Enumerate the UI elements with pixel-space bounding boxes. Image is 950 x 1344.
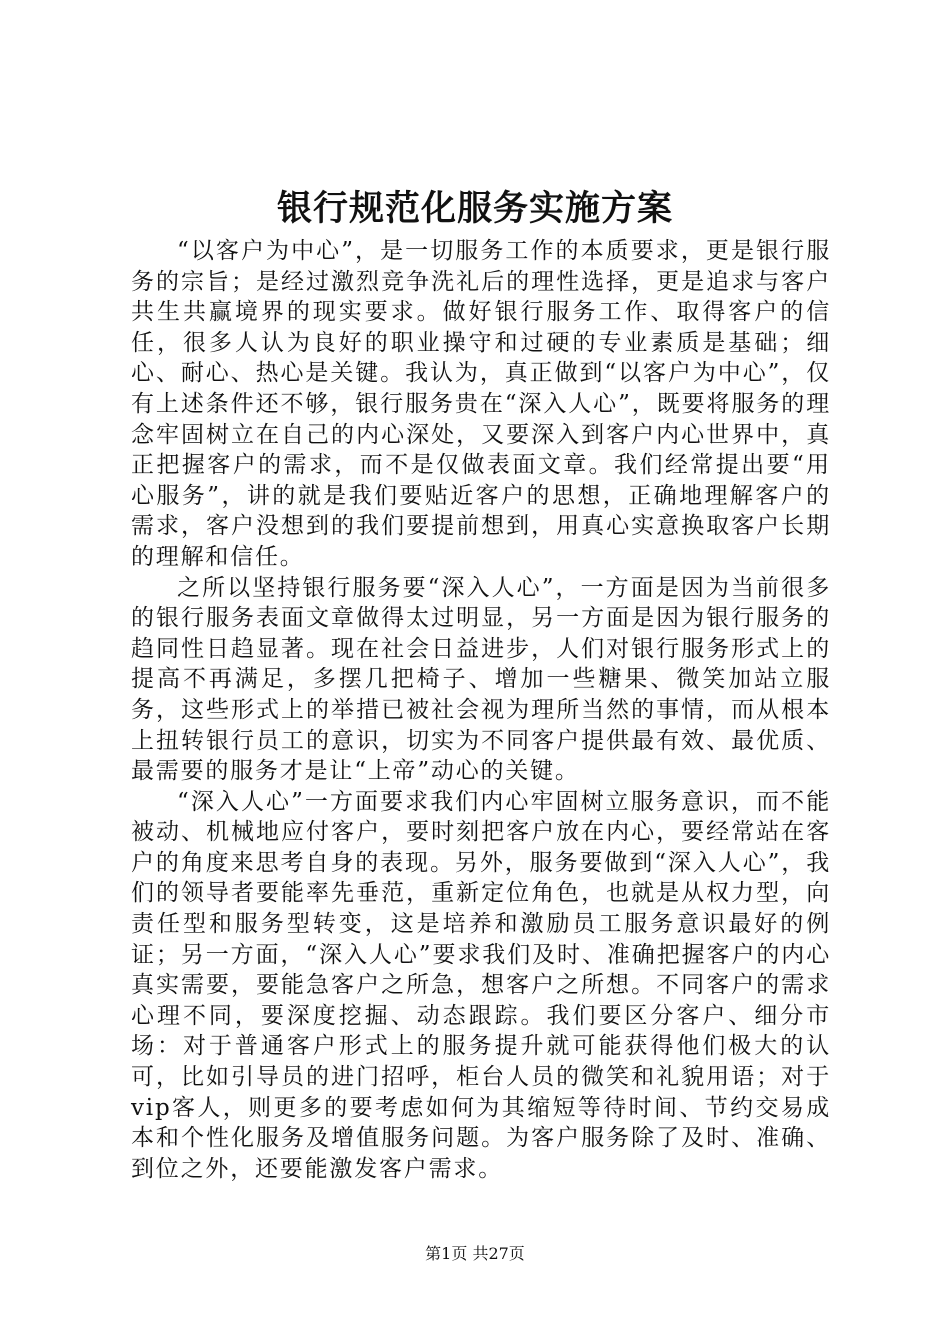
page-number-footer: 第1页 共27页 <box>425 1244 525 1263</box>
paragraph-2: 之所以坚持银行服务要“深入人心”，一方面是因为当前很多的银行服务表面文章做得太过明显，另一方面是因为银行服务的趋同性日趋显著。现在社会日益进步，人们对银行服务形式上的提高不再满足，多摆几把椅子、增加一些糖果、微笑加站立服务，这些形式上的举措已被社会视为理所当然的事情，而从根本上扭转银行员工的意识，切实为不同客户提供最有效、最优质、最需要的服务才是让“上帝”动心的关键。 <box>131 574 831 785</box>
paragraph-1: “以客户为中心”，是一切服务工作的本质要求，更是银行服务的宗旨；是经过激烈竞争洗礼后的理性选择，更是追求与客户共生共赢境界的现实要求。做好银行服务工作、取得客户的信任，很多人认为良好的职业操守和过硬的专业素质是基础；细心、耐心、热心是关键。我认为，真正做到“以客户为中心”，仅有上述条件还不够，银行服务贵在“深入人心”，既要将服务的理念牢固树立在自己的内心深处，又要深入到客户内心世界中，真正把握客户的需求，而不是仅做表面文章。我们经常提出要“用心服务”，讲的就是我们要贴近客户的思想，正确地理解客户的需求，客户没想到的我们要提前想到，用真心实意换取客户长期的理解和信任。 <box>131 238 831 570</box>
document-body <box>131 236 831 1184</box>
paragraph-3: “深入人心”一方面要求我们内心牢固树立服务意识，而不能被动、机械地应付客户，要时刻把客户放在内心，要经常站在客户的角度来思考自身的表现。另外，服务要做到“深入人心”，我们的领导者要能率先垂范，重新定位角色，也就是从权力型，向责任型和服务型转变，这是培养和激励员工服务意识最好的例证；另一方面，“深入人心”要求我们及时、准确把握客户的内心真实需要，要能急客户之所急，想客户之所想。不同客户的需求心理不同，要深度挖掘、动态跟踪。我们要区分客户、细分市场：对于普通客户形式上的服务提升就可能获得他们极大的认可，比如引导员的进门招呼，柜台人员的微笑和礼貌用语；对于vip客人，则更多的要考虑如何为其缩短等待时间、节约交易成本和个性化服务及增值服务问题。为客户服务除了及时、准确、到位之外，还要能激发客户需求。 <box>131 788 831 1182</box>
document-title: 银行规范化服务实施方案 <box>276 188 673 229</box>
